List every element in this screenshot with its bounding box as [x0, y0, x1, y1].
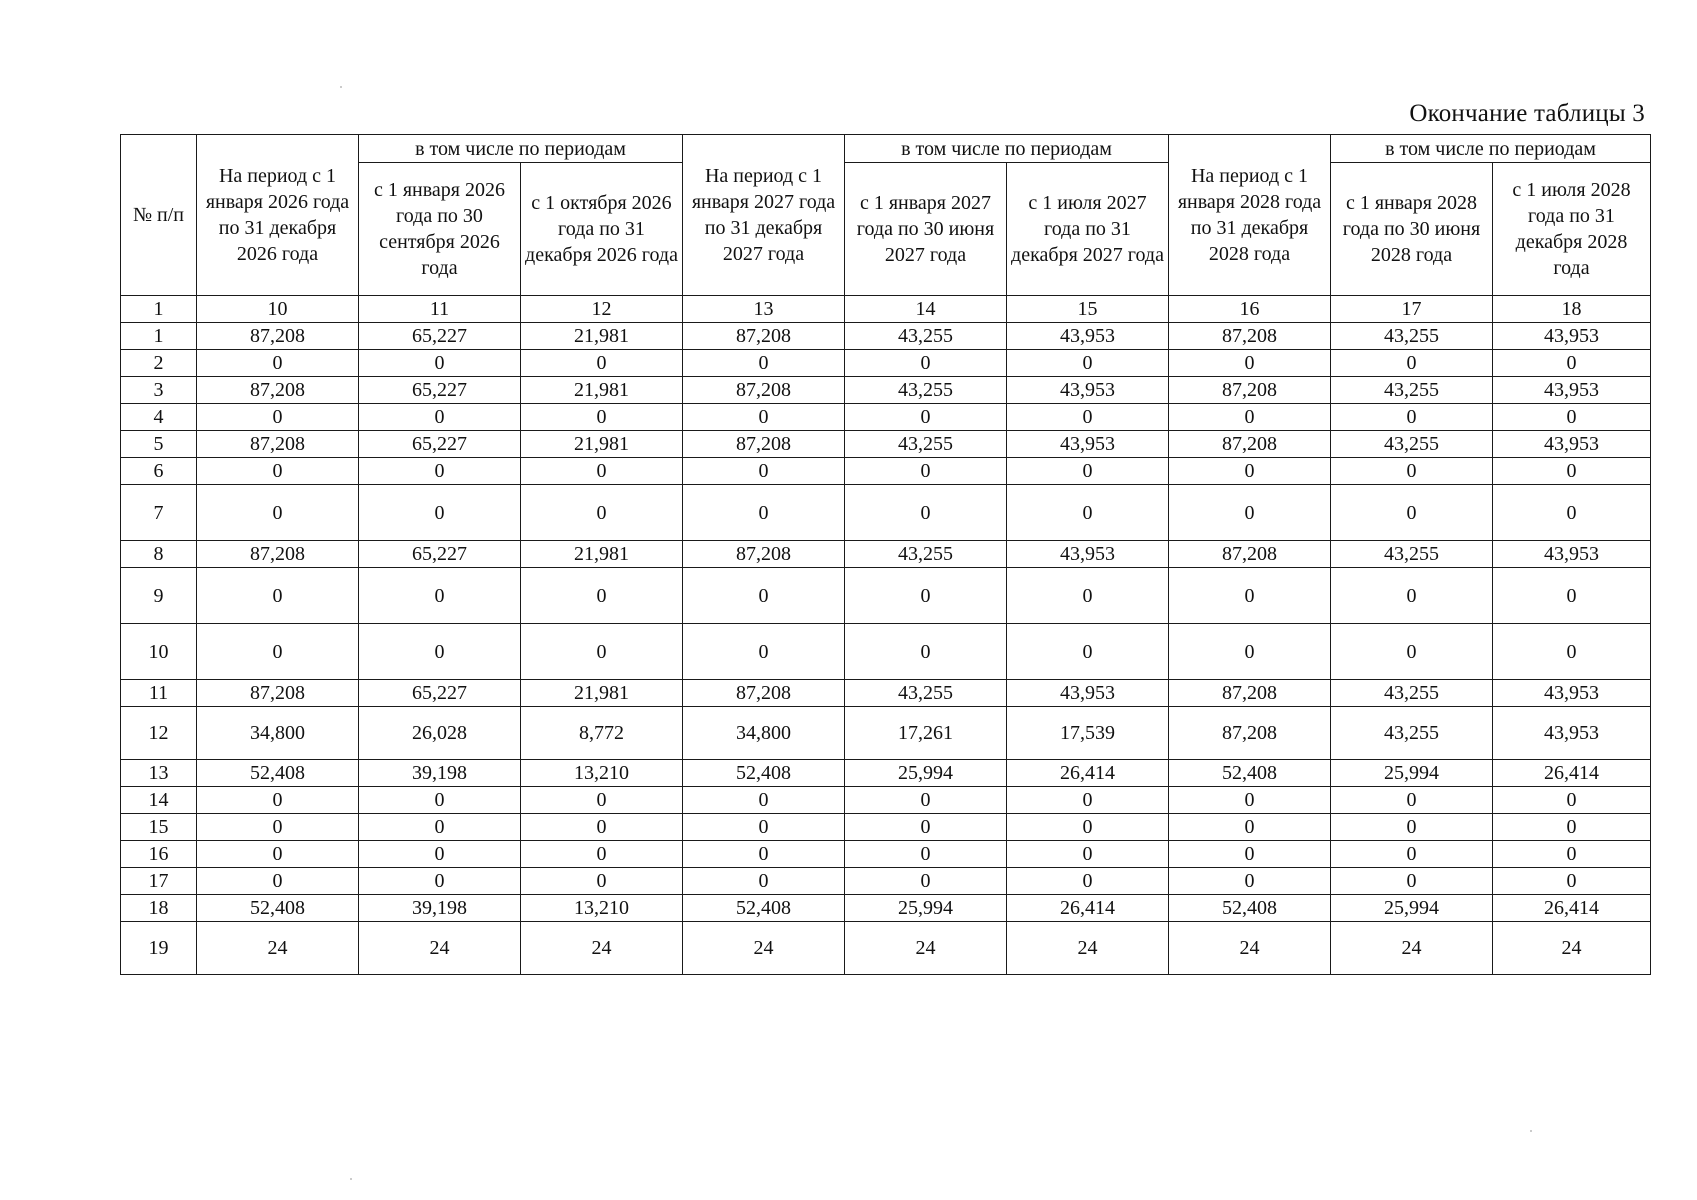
value-cell: 0 [845, 350, 1007, 377]
column-number-cell: 12 [521, 296, 683, 323]
value-cell: 21,981 [521, 377, 683, 404]
value-cell: 24 [1331, 922, 1493, 975]
value-cell: 87,208 [1169, 541, 1331, 568]
value-cell: 87,208 [683, 377, 845, 404]
value-cell: 21,981 [521, 541, 683, 568]
value-cell: 0 [1007, 841, 1169, 868]
row-number-cell: 6 [121, 458, 197, 485]
header-sub-2027-b: с 1 июля 2027 года по 31 декабря 2027 года [1007, 163, 1169, 296]
row-number-cell: 12 [121, 707, 197, 760]
value-cell: 43,255 [1331, 323, 1493, 350]
header-sub-2028-b: с 1 июля 2028 года по 31 декабря 2028 года [1493, 163, 1651, 296]
value-cell: 0 [1493, 485, 1651, 541]
row-number-cell: 18 [121, 895, 197, 922]
table-row [121, 680, 1651, 707]
value-cell: 0 [521, 624, 683, 680]
value-cell: 87,208 [1169, 680, 1331, 707]
header-sub-2026-b: с 1 октября 2026 года по 31 декабря 2026 года [521, 163, 683, 296]
value-cell: 87,208 [197, 431, 359, 458]
value-cell: 0 [359, 485, 521, 541]
row-number-cell: 19 [121, 922, 197, 975]
value-cell: 43,255 [1331, 707, 1493, 760]
value-cell: 17,539 [1007, 707, 1169, 760]
value-cell: 24 [521, 922, 683, 975]
value-cell: 0 [1169, 787, 1331, 814]
value-cell: 0 [1169, 868, 1331, 895]
table-row [121, 404, 1651, 431]
table-row [121, 377, 1651, 404]
value-cell: 43,255 [1331, 680, 1493, 707]
value-cell: 0 [521, 814, 683, 841]
value-cell: 26,414 [1493, 895, 1651, 922]
value-cell: 0 [1169, 404, 1331, 431]
value-cell: 52,408 [683, 895, 845, 922]
value-cell: 0 [197, 841, 359, 868]
value-cell: 0 [1169, 624, 1331, 680]
table-row [121, 895, 1651, 922]
scan-speck [340, 86, 342, 88]
table-row [121, 458, 1651, 485]
header-group-2028: в том числе по периодам [1331, 135, 1651, 163]
value-cell: 0 [1493, 868, 1651, 895]
value-cell: 0 [197, 485, 359, 541]
table-row [121, 841, 1651, 868]
value-cell: 8,772 [521, 707, 683, 760]
value-cell: 0 [1493, 568, 1651, 624]
value-cell: 0 [683, 485, 845, 541]
value-cell: 0 [845, 814, 1007, 841]
table-caption: Окончание таблицы 3 [1409, 100, 1645, 127]
value-cell: 0 [845, 868, 1007, 895]
header-period-2027: На период с 1 января 2027 года по 31 декабря 2027 года [683, 135, 845, 296]
value-cell: 39,198 [359, 895, 521, 922]
value-cell: 0 [359, 458, 521, 485]
value-cell: 43,255 [1331, 377, 1493, 404]
value-cell: 0 [359, 841, 521, 868]
value-cell: 26,414 [1493, 760, 1651, 787]
value-cell: 65,227 [359, 431, 521, 458]
value-cell: 26,028 [359, 707, 521, 760]
table-row [121, 350, 1651, 377]
value-cell: 43,953 [1007, 323, 1169, 350]
value-cell: 0 [359, 814, 521, 841]
value-cell: 0 [1169, 814, 1331, 841]
value-cell: 21,981 [521, 680, 683, 707]
header-row-number: № п/п [121, 135, 197, 296]
value-cell: 0 [683, 568, 845, 624]
value-cell: 0 [359, 624, 521, 680]
value-cell: 0 [521, 458, 683, 485]
value-cell: 0 [1493, 624, 1651, 680]
value-cell: 21,981 [521, 323, 683, 350]
value-cell: 0 [845, 568, 1007, 624]
value-cell: 0 [197, 350, 359, 377]
header-group-2026: в том числе по периодам [359, 135, 683, 163]
value-cell: 0 [197, 868, 359, 895]
row-number-cell: 9 [121, 568, 197, 624]
value-cell: 24 [197, 922, 359, 975]
column-number-cell: 13 [683, 296, 845, 323]
row-number-cell: 16 [121, 841, 197, 868]
value-cell: 52,408 [1169, 760, 1331, 787]
value-cell: 0 [1331, 814, 1493, 841]
table-row [121, 814, 1651, 841]
value-cell: 0 [1331, 485, 1493, 541]
value-cell: 24 [1007, 922, 1169, 975]
value-cell: 65,227 [359, 680, 521, 707]
value-cell: 43,953 [1007, 377, 1169, 404]
value-cell: 43,953 [1493, 707, 1651, 760]
column-number-cell: 1 [121, 296, 197, 323]
value-cell: 43,255 [845, 323, 1007, 350]
value-cell: 0 [1331, 568, 1493, 624]
value-cell: 87,208 [683, 431, 845, 458]
value-cell: 0 [1007, 568, 1169, 624]
value-cell: 0 [1493, 787, 1651, 814]
value-cell: 0 [197, 458, 359, 485]
value-cell: 43,953 [1007, 680, 1169, 707]
value-cell: 0 [521, 787, 683, 814]
value-cell: 34,800 [683, 707, 845, 760]
value-cell: 0 [683, 787, 845, 814]
value-cell: 24 [845, 922, 1007, 975]
value-cell: 65,227 [359, 541, 521, 568]
value-cell: 0 [683, 814, 845, 841]
value-cell: 0 [683, 458, 845, 485]
value-cell: 26,414 [1007, 895, 1169, 922]
value-cell: 0 [845, 787, 1007, 814]
value-cell: 25,994 [1331, 895, 1493, 922]
row-number-cell: 3 [121, 377, 197, 404]
row-number-cell: 17 [121, 868, 197, 895]
value-cell: 43,255 [845, 431, 1007, 458]
value-cell: 87,208 [683, 680, 845, 707]
value-cell: 0 [359, 568, 521, 624]
value-cell: 0 [683, 868, 845, 895]
row-number-cell: 14 [121, 787, 197, 814]
value-cell: 0 [1169, 350, 1331, 377]
value-cell: 43,255 [1331, 431, 1493, 458]
value-cell: 0 [845, 458, 1007, 485]
value-cell: 0 [1169, 568, 1331, 624]
value-cell: 0 [1007, 814, 1169, 841]
value-cell: 26,414 [1007, 760, 1169, 787]
value-cell: 0 [521, 568, 683, 624]
row-number-cell: 13 [121, 760, 197, 787]
table-row [121, 431, 1651, 458]
scan-speck [350, 1178, 352, 1180]
value-cell: 24 [1169, 922, 1331, 975]
table-row [121, 787, 1651, 814]
column-number-cell: 17 [1331, 296, 1493, 323]
value-cell: 24 [683, 922, 845, 975]
value-cell: 0 [1493, 841, 1651, 868]
column-number-cell: 10 [197, 296, 359, 323]
table-row [121, 922, 1651, 975]
row-number-cell: 11 [121, 680, 197, 707]
value-cell: 43,255 [845, 680, 1007, 707]
value-cell: 0 [521, 404, 683, 431]
row-number-cell: 5 [121, 431, 197, 458]
value-cell: 0 [521, 485, 683, 541]
value-cell: 0 [359, 868, 521, 895]
value-cell: 87,208 [197, 377, 359, 404]
value-cell: 43,953 [1007, 431, 1169, 458]
value-cell: 43,953 [1493, 377, 1651, 404]
value-cell: 0 [1331, 350, 1493, 377]
value-cell: 0 [1493, 458, 1651, 485]
value-cell: 21,981 [521, 431, 683, 458]
row-number-cell: 1 [121, 323, 197, 350]
column-number-cell: 16 [1169, 296, 1331, 323]
value-cell: 87,208 [197, 680, 359, 707]
column-number-cell: 15 [1007, 296, 1169, 323]
value-cell: 24 [359, 922, 521, 975]
value-cell: 0 [683, 350, 845, 377]
value-cell: 0 [197, 624, 359, 680]
value-cell: 0 [1007, 624, 1169, 680]
value-cell: 87,208 [683, 541, 845, 568]
table-row [121, 568, 1651, 624]
value-cell: 0 [1493, 350, 1651, 377]
value-cell: 0 [1007, 404, 1169, 431]
value-cell: 0 [1169, 841, 1331, 868]
value-cell: 0 [1493, 404, 1651, 431]
table-row [121, 541, 1651, 568]
value-cell: 24 [1493, 922, 1651, 975]
value-cell: 0 [683, 404, 845, 431]
table-row [121, 485, 1651, 541]
value-cell: 87,208 [197, 541, 359, 568]
header-sub-2027-a: с 1 января 2027 года по 30 июня 2027 года [845, 163, 1007, 296]
value-cell: 0 [1331, 787, 1493, 814]
value-cell: 0 [197, 404, 359, 431]
header-group-2027: в том числе по периодам [845, 135, 1169, 163]
value-cell: 0 [197, 568, 359, 624]
value-cell: 0 [521, 868, 683, 895]
value-cell: 52,408 [197, 760, 359, 787]
value-cell: 0 [1331, 458, 1493, 485]
value-cell: 43,953 [1493, 323, 1651, 350]
value-cell: 0 [1331, 868, 1493, 895]
table-body [121, 323, 1651, 975]
header-sub-2028-a: с 1 января 2028 года по 30 июня 2028 года [1331, 163, 1493, 296]
value-cell: 0 [1007, 485, 1169, 541]
table-row [121, 707, 1651, 760]
value-cell: 0 [521, 841, 683, 868]
value-cell: 0 [1007, 868, 1169, 895]
value-cell: 25,994 [845, 760, 1007, 787]
data-table [120, 134, 1651, 975]
value-cell: 52,408 [197, 895, 359, 922]
header-period-2028: На период с 1 января 2028 года по 31 декабря 2028 года [1169, 135, 1331, 296]
value-cell: 87,208 [197, 323, 359, 350]
row-number-cell: 10 [121, 624, 197, 680]
value-cell: 52,408 [1169, 895, 1331, 922]
row-number-cell: 4 [121, 404, 197, 431]
table-row [121, 624, 1651, 680]
value-cell: 0 [359, 787, 521, 814]
value-cell: 0 [521, 350, 683, 377]
value-cell: 43,255 [845, 541, 1007, 568]
value-cell: 0 [1331, 624, 1493, 680]
value-cell: 43,255 [845, 377, 1007, 404]
value-cell: 87,208 [1169, 323, 1331, 350]
value-cell: 0 [359, 404, 521, 431]
value-cell: 0 [1169, 458, 1331, 485]
value-cell: 43,953 [1493, 541, 1651, 568]
table-row [121, 760, 1651, 787]
value-cell: 0 [1007, 787, 1169, 814]
value-cell: 17,261 [845, 707, 1007, 760]
value-cell: 13,210 [521, 895, 683, 922]
column-number-cell: 18 [1493, 296, 1651, 323]
value-cell: 65,227 [359, 323, 521, 350]
column-number-cell: 14 [845, 296, 1007, 323]
table-row [121, 868, 1651, 895]
value-cell: 0 [1007, 350, 1169, 377]
value-cell: 0 [1493, 814, 1651, 841]
value-cell: 0 [845, 624, 1007, 680]
value-cell: 25,994 [845, 895, 1007, 922]
value-cell: 34,800 [197, 707, 359, 760]
value-cell: 87,208 [1169, 707, 1331, 760]
value-cell: 52,408 [683, 760, 845, 787]
value-cell: 43,953 [1493, 431, 1651, 458]
value-cell: 0 [1169, 485, 1331, 541]
value-cell: 0 [197, 814, 359, 841]
scan-speck [1530, 1130, 1532, 1132]
value-cell: 0 [197, 787, 359, 814]
value-cell: 0 [1331, 404, 1493, 431]
value-cell: 0 [1331, 841, 1493, 868]
value-cell: 25,994 [1331, 760, 1493, 787]
value-cell: 0 [359, 350, 521, 377]
row-number-cell: 15 [121, 814, 197, 841]
value-cell: 0 [845, 841, 1007, 868]
value-cell: 65,227 [359, 377, 521, 404]
row-number-cell: 7 [121, 485, 197, 541]
value-cell: 0 [1007, 458, 1169, 485]
column-number-row [121, 296, 1651, 323]
column-number-cell: 11 [359, 296, 521, 323]
value-cell: 0 [683, 624, 845, 680]
value-cell: 87,208 [683, 323, 845, 350]
value-cell: 43,953 [1493, 680, 1651, 707]
value-cell: 43,255 [1331, 541, 1493, 568]
value-cell: 0 [845, 485, 1007, 541]
row-number-cell: 2 [121, 350, 197, 377]
value-cell: 0 [683, 841, 845, 868]
value-cell: 87,208 [1169, 431, 1331, 458]
value-cell: 87,208 [1169, 377, 1331, 404]
header-period-2026: На период с 1 января 2026 года по 31 декабря 2026 года [197, 135, 359, 296]
value-cell: 43,953 [1007, 541, 1169, 568]
table-row [121, 323, 1651, 350]
value-cell: 39,198 [359, 760, 521, 787]
header-sub-2026-a: с 1 января 2026 года по 30 сентября 2026 года [359, 163, 521, 296]
value-cell: 0 [845, 404, 1007, 431]
value-cell: 13,210 [521, 760, 683, 787]
row-number-cell: 8 [121, 541, 197, 568]
